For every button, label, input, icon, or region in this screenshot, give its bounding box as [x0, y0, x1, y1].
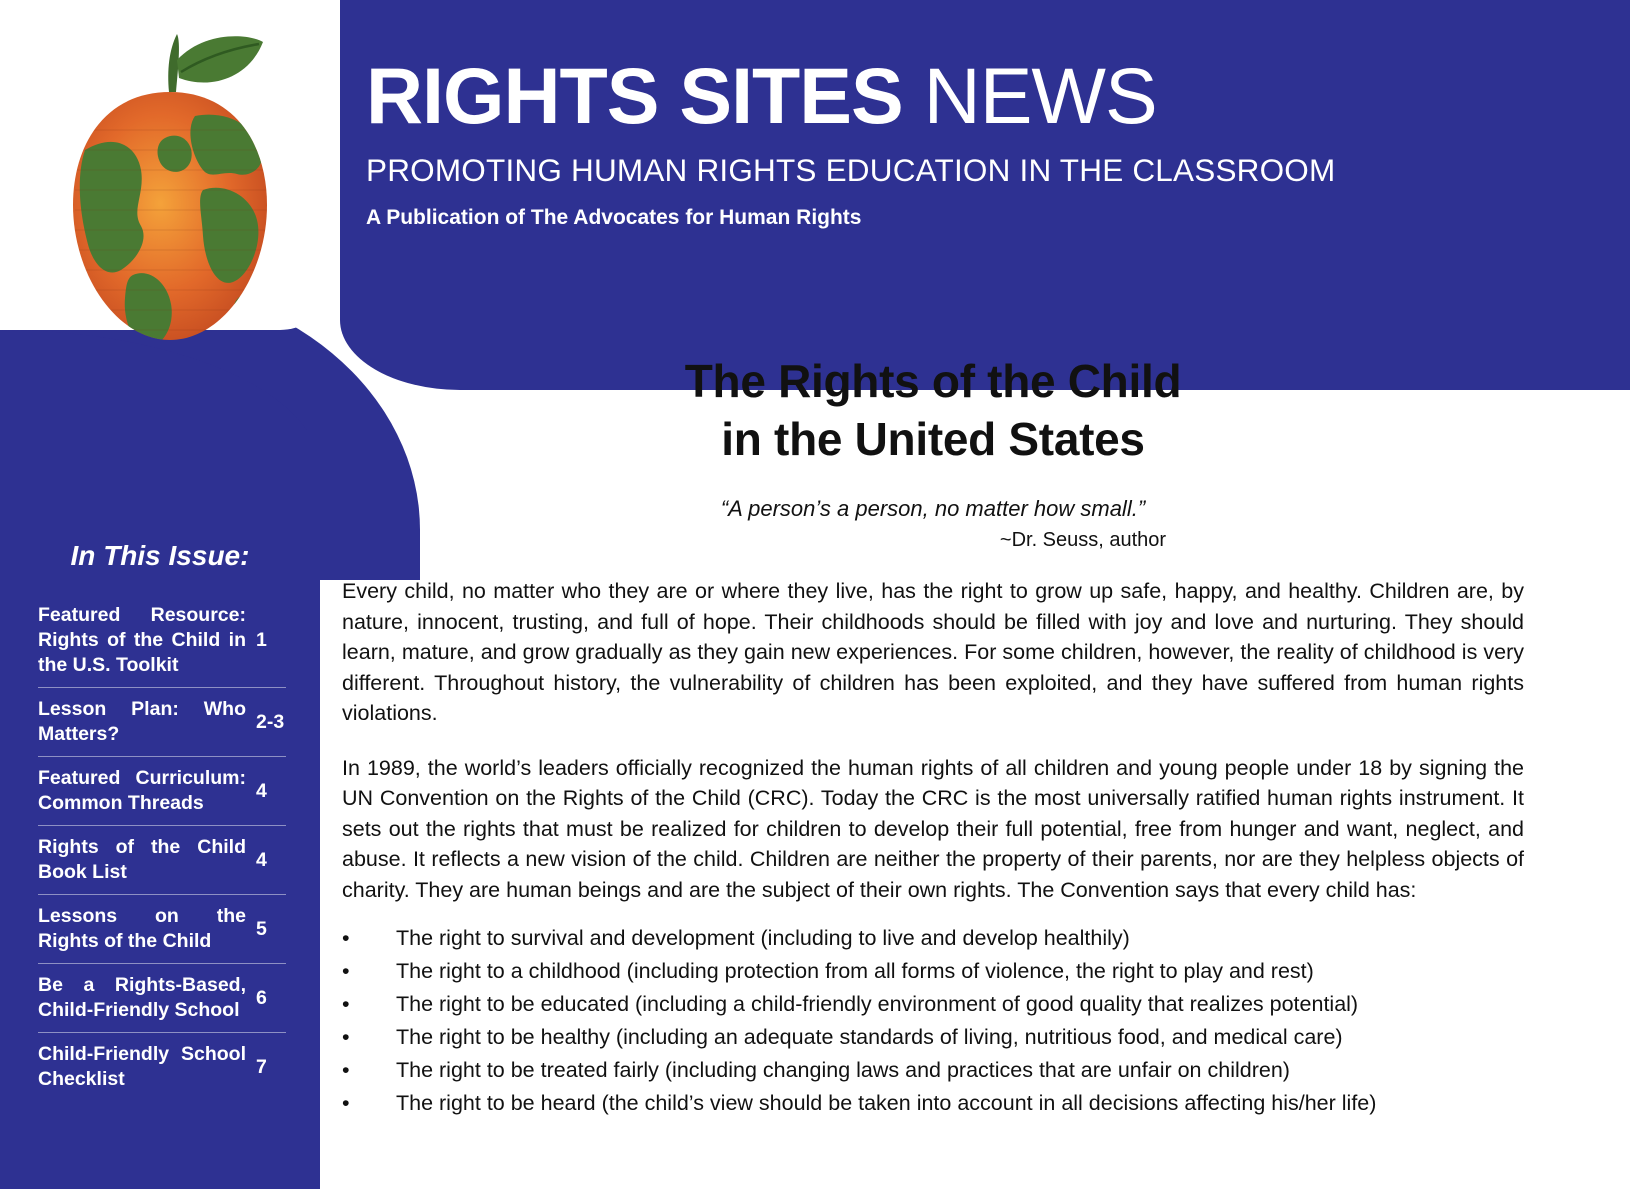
list-item [342, 923, 1524, 954]
list-item [342, 1088, 1524, 1119]
publisher-line: A Publication of The Advocates for Human Rights [366, 206, 862, 229]
toc-item[interactable] [38, 894, 286, 963]
toc-item-label: Featured Resource: Rights of the Child in the U.S. Toolkit [38, 604, 246, 676]
article-body [342, 352, 1524, 1121]
toc-item-label: Rights of the Child Book List [38, 836, 246, 883]
bullet-marker-icon: • [342, 992, 350, 1016]
toc-item-label: Lessons on the Rights of the Child [38, 905, 246, 952]
bullet-marker-icon: • [342, 1025, 350, 1049]
toc-item-label: Be a Rights-Based, Child-Friendly School [38, 974, 246, 1021]
toc-item[interactable] [38, 594, 286, 687]
toc-item[interactable] [38, 1032, 286, 1101]
headline-line-1: The Rights of the Child [684, 355, 1182, 407]
list-item [342, 989, 1524, 1020]
toc-item[interactable] [38, 963, 286, 1032]
list-item-text: The right to be healthy (including an adequate standards of living, nutritious food, and medical care) [396, 1025, 1343, 1049]
toc-item-page: 7 [256, 1055, 267, 1078]
headline-line-2: in the United States [721, 413, 1145, 465]
publication-title-bold: RIGHTS SITES [366, 51, 903, 140]
toc-item[interactable] [38, 825, 286, 894]
publication-title-light: NEWS [923, 51, 1157, 140]
bullet-marker-icon: • [342, 1091, 350, 1115]
publication-subtitle: PROMOTING HUMAN RIGHTS EDUCATION IN THE CLASSROOM [366, 152, 1336, 188]
article-paragraph-2: In 1989, the world’s leaders officially recognized the human rights of all children and young people under 18 by signing the UN Convention on the Rights of the Child (CRC). Today the CRC is the most universally ratified human rights instrument. It sets out the rights that must be realized for children to develop their full potential, free from hunger and want, neglect, and abuse. It reflects a new vision of the child. Children are neither the property of their parents, nor are they helpless objects of charity. They are human beings and are the subject of their own rights. The Convention says that every child has: [342, 755, 1524, 902]
toc-item-page: 2-3 [256, 710, 285, 733]
toc-item-label: Featured Curriculum: Common Threads [38, 767, 246, 814]
list-item [342, 956, 1524, 987]
toc-item-page: 5 [256, 917, 267, 940]
toc-item[interactable] [38, 687, 286, 756]
pull-quote-attribution: ~Dr. Seuss, author [999, 529, 1167, 551]
table-of-contents [38, 594, 286, 1101]
rights-bullet-list [342, 923, 1524, 1119]
list-item-text: The right to survival and development (including to live and develop healthily) [396, 926, 1130, 950]
bullet-marker-icon: • [342, 1058, 350, 1082]
list-item [342, 1022, 1524, 1053]
toc-item-page: 4 [256, 848, 267, 871]
in-this-issue-heading: In This Issue: [70, 540, 250, 571]
publication-title [366, 52, 1335, 140]
bullet-marker-icon: • [342, 959, 350, 983]
in-this-issue-box [0, 540, 320, 1101]
toc-item-page: 4 [256, 779, 267, 802]
pull-quote: “A person’s a person, no matter how small.” [720, 496, 1146, 521]
list-item-text: The right to be educated (including a child-friendly environment of good quality that realizes potential) [396, 992, 1359, 1016]
masthead-text [366, 52, 1335, 230]
toc-item[interactable] [38, 756, 286, 825]
article-paragraph-1: Every child, no matter who they are or where they live, has the right to grow up safe, happy, and healthy. Children are, by nature, innocent, trusting, and full of hope. Their childhoods should be filled with joy and love and nurturing. They should learn, mature, and grow gradually as they gain new experiences. For some children, however, the reality of childhood is very different. Throughout history, the vulnerability of children has been exploited, and they have suffered from human rights violations. [342, 579, 1524, 725]
toc-item-page: 1 [256, 629, 267, 651]
article-headline [342, 352, 1524, 468]
apple-globe-logo-icon [45, 20, 295, 350]
toc-item-page: 6 [256, 986, 267, 1009]
list-item-text: The right to be treated fairly (including changing laws and practices that are unfair on children) [396, 1058, 1290, 1082]
toc-item-label: Child-Friendly School Checklist [38, 1043, 246, 1090]
bullet-marker-icon: • [342, 926, 350, 950]
toc-item-label: Lesson Plan: Who Matters? [38, 698, 246, 745]
list-item-text: The right to a childhood (including protection from all forms of violence, the right to play and rest) [396, 959, 1314, 983]
list-item-text: The right to be heard (the child’s view should be taken into account in all decisions affecting his/her life) [396, 1091, 1377, 1115]
list-item [342, 1055, 1524, 1086]
